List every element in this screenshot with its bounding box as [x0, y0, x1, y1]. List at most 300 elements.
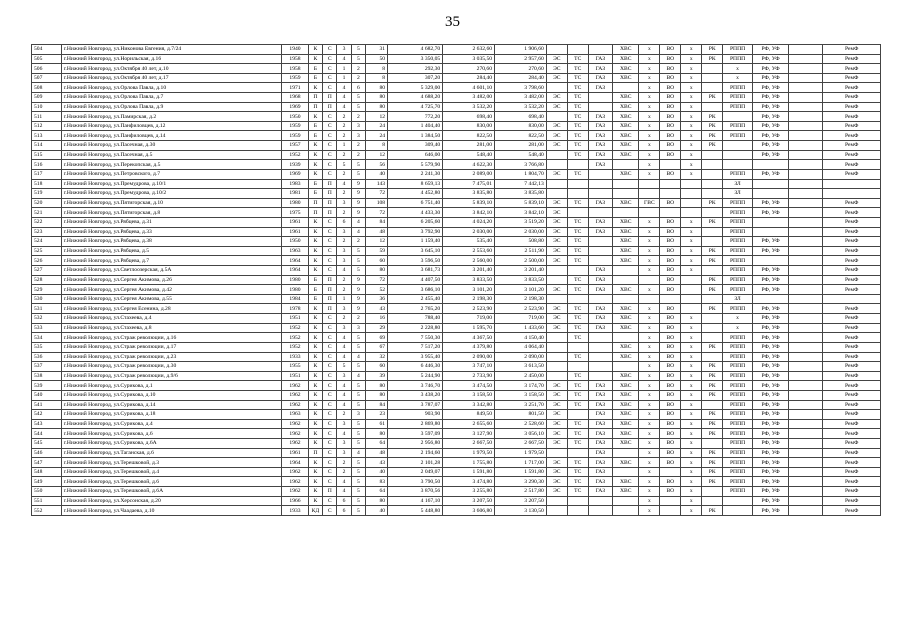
cell-heating: ТС [567, 285, 588, 295]
cell-living-area: 3 842,10 [443, 208, 495, 218]
cell-floors: 5 [351, 333, 365, 343]
cell-entrances: 3 [337, 448, 351, 458]
cell-spare [789, 429, 823, 439]
cell-entrances: 2 [337, 314, 351, 324]
cell-facade-roof: РФ, УФ [752, 390, 788, 400]
cell-repair-fund: РемФ [823, 208, 881, 218]
cell-material: П [323, 179, 337, 189]
cell-address: г.Нижний Новгород, ул.Октября 40 лет, д.10 [61, 64, 282, 74]
cell-material: С [323, 333, 337, 343]
cell-col-x: х [681, 390, 702, 400]
cell-hot-water: х [639, 390, 660, 400]
cell-vent: РППП [723, 342, 753, 352]
cell-spare [789, 419, 823, 429]
cell-cold-water: ХВС [612, 381, 638, 391]
cell-wall-type: К [308, 54, 322, 64]
table-row [32, 112, 881, 122]
cell-cold-water: ХВС [612, 477, 638, 487]
cell-gas [588, 352, 612, 362]
cell-cold-water [612, 189, 638, 199]
cell-gas: ГАЗ [588, 487, 612, 497]
cell-electric: ЭС [546, 246, 567, 256]
cell-apartments: 84 [366, 217, 388, 227]
cell-sewage: ВО [660, 390, 681, 400]
cell-apartments: 23 [366, 410, 388, 420]
cell-repair-fund: РемФ [823, 131, 881, 141]
cell-col-x: х [681, 458, 702, 468]
housing-register-table [31, 44, 881, 516]
cell-facade-roof [752, 217, 788, 227]
cell-total-area: 646,00 [388, 150, 443, 160]
cell-material: С [323, 496, 337, 506]
cell-floors: 5 [351, 438, 365, 448]
cell-wall-type: К [308, 323, 322, 333]
cell-row-number: 507 [32, 73, 62, 83]
cell-total-area: 4 452,80 [388, 189, 443, 199]
cell-facade-roof: РФ, УФ [752, 93, 788, 103]
cell-heating [567, 45, 588, 55]
cell-entrances: 4 [337, 179, 351, 189]
cell-gas: ГАЗ [588, 304, 612, 314]
cell-wall-type: К [308, 381, 322, 391]
cell-heating: ТС [567, 438, 588, 448]
cell-wall-type: КД [308, 506, 322, 516]
table-row [32, 64, 881, 74]
cell-gas: ГАЗ [588, 150, 612, 160]
cell-gas: ГАЗ [588, 400, 612, 410]
cell-entrances: 2 [337, 275, 351, 285]
cell-row-number: 541 [32, 400, 62, 410]
cell-sewage: ВО [660, 54, 681, 64]
cell-waste [702, 227, 723, 237]
cell-heating: ТС [567, 429, 588, 439]
table-row [32, 131, 881, 141]
cell-gas: ГАЗ [588, 217, 612, 227]
cell-repair-fund: РемФ [823, 390, 881, 400]
table-row [32, 438, 881, 448]
cell-total-area: 3 681,73 [388, 266, 443, 276]
cell-wall-type: Б [308, 275, 322, 285]
cell-material: С [323, 352, 337, 362]
cell-floors: 5 [351, 102, 365, 112]
cell-apartments: 48 [366, 227, 388, 237]
cell-col-x: х [681, 438, 702, 448]
cell-total-area: 1 384,50 [388, 131, 443, 141]
cell-spare [789, 496, 823, 506]
cell-sewage: ВО [660, 275, 681, 285]
cell-heating: ТС [567, 390, 588, 400]
cell-heating: ТС [567, 93, 588, 103]
cell-residential-area: 2 523,90 [495, 304, 547, 314]
cell-address: г.Нижний Новгород, ул.Сурикова, д.6А [61, 438, 282, 448]
cell-repair-fund: РемФ [823, 333, 881, 343]
cell-total-area: 2 455,40 [388, 294, 443, 304]
cell-residential-area: 801,50 [495, 410, 547, 420]
cell-hot-water: х [639, 217, 660, 227]
cell-residential-area: 3 833,50 [495, 275, 547, 285]
cell-vent: РППП [723, 381, 753, 391]
cell-vent: х [723, 314, 753, 324]
cell-material: С [323, 314, 337, 324]
cell-facade-roof: РФ, УФ [752, 45, 788, 55]
cell-total-area: 5 448,80 [388, 506, 443, 516]
cell-facade-roof [752, 256, 788, 266]
cell-wall-type: П [308, 93, 322, 103]
cell-apartments: 80 [366, 83, 388, 93]
cell-residential-area: 1 433,60 [495, 323, 547, 333]
cell-col-x: х [681, 169, 702, 179]
cell-waste [702, 208, 723, 218]
table-row [32, 169, 881, 179]
cell-electric: ЭС [546, 121, 567, 131]
cell-repair-fund: РемФ [823, 467, 881, 477]
cell-living-area: 2 089,00 [443, 169, 495, 179]
cell-apartments: 143 [366, 179, 388, 189]
cell-col-x: х [681, 266, 702, 276]
cell-hot-water: х [639, 237, 660, 247]
cell-row-number: 543 [32, 419, 62, 429]
cell-living-area: 849,50 [443, 410, 495, 420]
cell-gas [588, 246, 612, 256]
cell-vent: РППП [723, 390, 753, 400]
cell-row-number: 536 [32, 352, 62, 362]
cell-address: г.Нижний Новгород, ул.Терешковой, д.6А [61, 487, 282, 497]
cell-living-area: 698,40 [443, 112, 495, 122]
cell-vent: РППП [723, 227, 753, 237]
cell-repair-fund: РемФ [823, 93, 881, 103]
cell-sewage: ВО [660, 333, 681, 343]
cell-year-built: 1952 [282, 150, 308, 160]
table-row [32, 83, 881, 93]
cell-repair-fund: РемФ [823, 314, 881, 324]
cell-hot-water: х [639, 371, 660, 381]
cell-year-built: 1958 [282, 54, 308, 64]
cell-heating: ТС [567, 458, 588, 468]
cell-col-x: х [681, 362, 702, 372]
cell-repair-fund: РемФ [823, 237, 881, 247]
cell-residential-area: 1 591,80 [495, 467, 547, 477]
cell-gas [588, 237, 612, 247]
cell-year-built: 1950 [282, 237, 308, 247]
cell-col-x: х [681, 217, 702, 227]
cell-floors: 2 [351, 112, 365, 122]
cell-vent: РППП [723, 121, 753, 131]
table-row [32, 217, 881, 227]
cell-wall-type: К [308, 256, 322, 266]
cell-apartments: 72 [366, 189, 388, 199]
cell-hot-water: х [639, 256, 660, 266]
cell-address: г.Нижний Новгород, ул.Страж революции, д.23 [61, 352, 282, 362]
cell-cold-water: ХВС [612, 93, 638, 103]
cell-row-number: 538 [32, 371, 62, 381]
cell-row-number: 528 [32, 275, 62, 285]
cell-floors: 4 [351, 352, 365, 362]
cell-heating: ТС [567, 121, 588, 131]
cell-spare [789, 487, 823, 497]
cell-residential-area: 2 030,00 [495, 227, 547, 237]
cell-col-x [681, 304, 702, 314]
cell-apartments: 80 [366, 102, 388, 112]
cell-electric: ЭС [546, 102, 567, 112]
cell-repair-fund: РемФ [823, 285, 881, 295]
cell-spare [789, 266, 823, 276]
cell-gas [588, 506, 612, 516]
cell-col-x: х [681, 160, 702, 170]
cell-sewage [660, 506, 681, 516]
cell-col-x: х [681, 102, 702, 112]
cell-vent: РППП [723, 256, 753, 266]
cell-residential-area: 3 056,10 [495, 429, 547, 439]
cell-residential-area: 2 090,00 [495, 352, 547, 362]
cell-material: П [323, 102, 337, 112]
cell-wall-type: К [308, 410, 322, 420]
cell-waste: РК [702, 246, 723, 256]
cell-material: С [323, 323, 337, 333]
cell-address: г.Нижний Новгород, ул.Таганская, д.6 [61, 448, 282, 458]
cell-hot-water: х [639, 64, 660, 74]
cell-sewage: ВО [660, 83, 681, 93]
cell-gas [588, 179, 612, 189]
cell-facade-roof: РФ, УФ [752, 246, 788, 256]
cell-row-number: 546 [32, 448, 62, 458]
cell-sewage: ВО [660, 342, 681, 352]
cell-wall-type: К [308, 371, 322, 381]
cell-floors: 2 [351, 237, 365, 247]
cell-living-area: 4 379,80 [443, 342, 495, 352]
cell-facade-roof: РФ, УФ [752, 150, 788, 160]
cell-gas: ГАЗ [588, 477, 612, 487]
cell-gas [588, 342, 612, 352]
cell-heating [567, 179, 588, 189]
cell-floors: 3 [351, 323, 365, 333]
cell-floors: 5 [351, 93, 365, 103]
cell-spare [789, 352, 823, 362]
cell-hot-water: х [639, 45, 660, 55]
cell-total-area: 1 159,40 [388, 237, 443, 247]
cell-hot-water: х [639, 448, 660, 458]
cell-cold-water: ХВС [612, 246, 638, 256]
cell-electric [546, 294, 567, 304]
cell-waste [702, 150, 723, 160]
cell-gas [588, 93, 612, 103]
cell-sewage [660, 467, 681, 477]
cell-heating [567, 342, 588, 352]
cell-living-area: 2 553,60 [443, 246, 495, 256]
cell-wall-type: К [308, 467, 322, 477]
cell-gas: ГАЗ [588, 390, 612, 400]
cell-spare [789, 198, 823, 208]
cell-cold-water: ХВС [612, 141, 638, 151]
cell-repair-fund: РемФ [823, 266, 881, 276]
cell-apartments: 80 [366, 93, 388, 103]
cell-year-built: 1981 [282, 189, 308, 199]
cell-total-area: 3 955,40 [388, 352, 443, 362]
cell-gas [588, 256, 612, 266]
cell-living-area: 2 030,00 [443, 227, 495, 237]
cell-vent [723, 160, 753, 170]
cell-floors: 5 [351, 467, 365, 477]
cell-hot-water: ГВС [639, 198, 660, 208]
cell-waste [702, 179, 723, 189]
cell-row-number: 545 [32, 438, 62, 448]
cell-wall-type: К [308, 487, 322, 497]
cell-year-built: 1951 [282, 314, 308, 324]
cell-vent: РППП [723, 438, 753, 448]
cell-heating: ТС [567, 246, 588, 256]
cell-hot-water: х [639, 362, 660, 372]
cell-row-number: 517 [32, 169, 62, 179]
cell-row-number: 505 [32, 54, 62, 64]
cell-repair-fund [823, 294, 881, 304]
cell-facade-roof: РФ, УФ [752, 400, 788, 410]
cell-heating: ТС [567, 487, 588, 497]
cell-gas: ГАЗ [588, 467, 612, 477]
cell-cold-water: ХВС [612, 54, 638, 64]
cell-total-area: 1 404,40 [388, 121, 443, 131]
cell-repair-fund: РемФ [823, 429, 881, 439]
cell-electric [546, 448, 567, 458]
cell-row-number: 551 [32, 496, 62, 506]
cell-material: С [323, 169, 337, 179]
cell-heating [567, 496, 588, 506]
cell-waste: РК [702, 467, 723, 477]
cell-hot-water: х [639, 73, 660, 83]
cell-facade-roof: РФ, УФ [752, 333, 788, 343]
table-row [32, 179, 881, 189]
cell-waste [702, 169, 723, 179]
cell-hot-water: х [639, 419, 660, 429]
cell-electric [546, 45, 567, 55]
cell-wall-type: Б [308, 189, 322, 199]
cell-sewage: ВО [660, 256, 681, 266]
cell-waste: РК [702, 429, 723, 439]
cell-material: С [323, 438, 337, 448]
cell-facade-roof: РФ, УФ [752, 467, 788, 477]
cell-gas: ГАЗ [588, 83, 612, 93]
cell-residential-area: 3 835,80 [495, 189, 547, 199]
cell-gas: ГАЗ [588, 419, 612, 429]
cell-electric [546, 160, 567, 170]
cell-hot-water [639, 294, 660, 304]
cell-apartments: 12 [366, 237, 388, 247]
cell-spare [789, 169, 823, 179]
cell-gas [588, 102, 612, 112]
cell-waste [702, 102, 723, 112]
cell-hot-water: х [639, 266, 660, 276]
cell-wall-type: К [308, 83, 322, 93]
cell-address: г.Нижний Новгород, ул.Рябцева, д.31 [61, 217, 282, 227]
cell-heating [567, 208, 588, 218]
cell-wall-type: К [308, 477, 322, 487]
cell-address: г.Нижний Новгород, ул.Панфиловцев, д.12 [61, 121, 282, 131]
cell-heating: ТС [567, 227, 588, 237]
cell-living-area: 4 601,10 [443, 83, 495, 93]
cell-col-x: х [681, 246, 702, 256]
cell-spare [789, 410, 823, 420]
cell-address: г.Нижний Новгород, ул.Херсонская, д.20 [61, 496, 282, 506]
cell-gas [588, 294, 612, 304]
cell-living-area: 3 158,50 [443, 390, 495, 400]
cell-entrances: 2 [337, 410, 351, 420]
cell-vent: РППП [723, 467, 753, 477]
cell-living-area: 2 632,60 [443, 45, 495, 55]
cell-waste [702, 160, 723, 170]
cell-wall-type: К [308, 496, 322, 506]
cell-electric: ЭС [546, 141, 567, 151]
cell-wall-type: К [308, 112, 322, 122]
cell-cold-water: ХВС [612, 227, 638, 237]
cell-living-area: 5 839,10 [443, 198, 495, 208]
cell-living-area: 1 979,50 [443, 448, 495, 458]
cell-sewage: ВО [660, 285, 681, 295]
cell-year-built: 1975 [282, 208, 308, 218]
cell-apartments: 60 [366, 256, 388, 266]
cell-material: С [323, 506, 337, 516]
cell-electric: ЭС [546, 285, 567, 295]
cell-apartments: 80 [366, 429, 388, 439]
cell-waste: РК [702, 342, 723, 352]
cell-sewage: ВО [660, 477, 681, 487]
cell-repair-fund: РемФ [823, 400, 881, 410]
cell-row-number: 510 [32, 102, 62, 112]
cell-total-area: 6 751,40 [388, 198, 443, 208]
cell-wall-type: Б [308, 294, 322, 304]
table-row [32, 506, 881, 516]
cell-col-x: х [681, 487, 702, 497]
cell-sewage: ВО [660, 45, 681, 55]
table-row [32, 304, 881, 314]
cell-spare [789, 246, 823, 256]
cell-facade-roof: РФ, УФ [752, 266, 788, 276]
cell-year-built: 1963 [282, 246, 308, 256]
cell-vent: РППП [723, 304, 753, 314]
table-row [32, 390, 881, 400]
cell-total-area: 5 579,90 [388, 160, 443, 170]
cell-material: С [323, 266, 337, 276]
cell-repair-fund: РемФ [823, 227, 881, 237]
cell-waste [702, 73, 723, 83]
cell-year-built: 1955 [282, 362, 308, 372]
cell-facade-roof: РФ, УФ [752, 83, 788, 93]
cell-material: П [323, 285, 337, 295]
cell-residential-area: 3 842,10 [495, 208, 547, 218]
cell-electric: ЭС [546, 169, 567, 179]
cell-electric [546, 342, 567, 352]
cell-vent: РППП [723, 54, 753, 64]
cell-wall-type: К [308, 217, 322, 227]
cell-total-area: 4 725,70 [388, 102, 443, 112]
cell-apartments: 12 [366, 150, 388, 160]
cell-address: г.Нижний Новгород, ул.Сурикова, д.10 [61, 390, 282, 400]
cell-waste [702, 438, 723, 448]
cell-heating: ТС [567, 275, 588, 285]
cell-year-built: 1969 [282, 102, 308, 112]
cell-facade-roof: РФ, УФ [752, 477, 788, 487]
cell-spare [789, 83, 823, 93]
cell-living-area: 2 198,30 [443, 294, 495, 304]
cell-repair-fund: РемФ [823, 438, 881, 448]
cell-vent: ЗЛ [723, 179, 753, 189]
table-row [32, 381, 881, 391]
cell-row-number: 509 [32, 93, 62, 103]
cell-gas [588, 496, 612, 506]
cell-sewage [660, 294, 681, 304]
cell-col-x: х [681, 448, 702, 458]
cell-wall-type: Б [308, 179, 322, 189]
cell-residential-area: 1 804,70 [495, 169, 547, 179]
cell-spare [789, 64, 823, 74]
cell-living-area: 4 024,20 [443, 217, 495, 227]
